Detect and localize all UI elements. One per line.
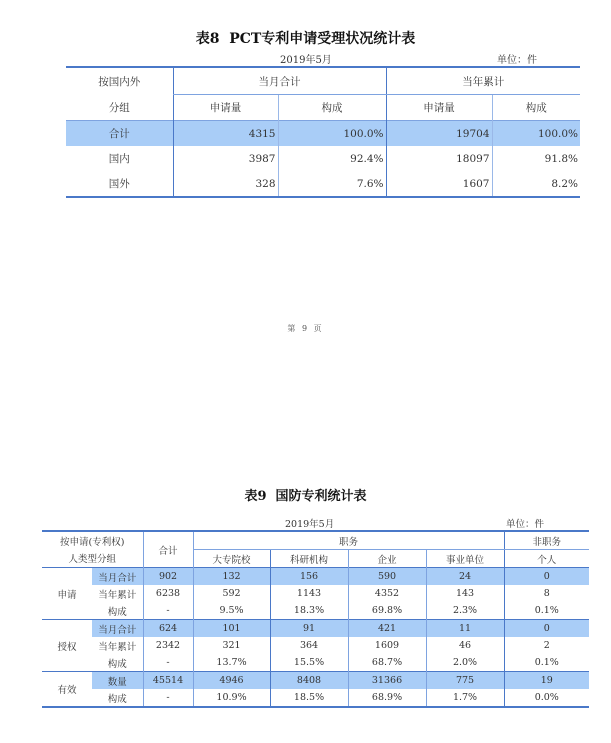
table-row — [42, 689, 589, 707]
cell-value: 68.7% — [348, 654, 426, 672]
row-label: 当月合计 — [92, 620, 143, 638]
cell-value: 11 — [426, 620, 504, 638]
total-value: 2342 — [143, 637, 193, 654]
cell-value: 1609 — [348, 637, 426, 654]
col-header-enterprise: 企业 — [348, 550, 426, 568]
table-row — [42, 585, 589, 602]
year-pct: 100.0% — [492, 121, 580, 147]
page-number: 第 9 页 — [287, 324, 324, 333]
group-label-application: 申请 — [42, 568, 92, 620]
cell-value: 364 — [270, 637, 348, 654]
table9-title: 表9 国防专利统计表 — [244, 489, 367, 504]
month-count: 3987 — [173, 146, 278, 171]
cell-value: 24 — [426, 568, 504, 586]
table-row — [66, 146, 580, 171]
table8-pct-applications — [66, 66, 580, 198]
cell-value: 2.0% — [426, 654, 504, 672]
cell-value: 1143 — [270, 585, 348, 602]
col-header-individual: 个人 — [504, 550, 589, 568]
table9-group-header-line2: 人类型分组 — [68, 554, 117, 566]
table9-period: 2019年5月 — [285, 519, 335, 530]
total-value: 6238 — [143, 585, 193, 602]
month-pct: 7.6% — [278, 171, 386, 197]
table-row — [42, 654, 589, 672]
table9-defense-patents — [42, 530, 589, 708]
col-header-public-institution: 事业单位 — [426, 550, 504, 568]
table8-period: 2019年5月 — [280, 55, 332, 66]
cell-value: 4352 — [348, 585, 426, 602]
month-pct: 100.0% — [278, 121, 386, 147]
total-value: - — [143, 602, 193, 620]
year-pct: 8.2% — [492, 171, 580, 197]
table-row — [66, 171, 580, 197]
row-label: 当年累计 — [98, 641, 137, 653]
cell-value: 8408 — [270, 672, 348, 690]
table8-group-header-line1: 按国内外 — [98, 75, 141, 88]
table9-group-header-line1: 按申请(专利权) — [60, 536, 125, 548]
month-pct: 92.4% — [278, 146, 386, 171]
row-label: 构成 — [107, 606, 127, 618]
table9-non-service-header: 非职务 — [504, 531, 589, 550]
cell-value: 132 — [193, 568, 270, 586]
cell-value: 13.7% — [193, 654, 270, 672]
table-row — [42, 620, 589, 638]
col-header-research-institute: 科研机构 — [270, 550, 348, 568]
row-label: 合计 — [66, 121, 173, 147]
row-label: 当月合计 — [92, 568, 143, 586]
cell-value: 31366 — [348, 672, 426, 690]
cell-value: 143 — [426, 585, 504, 602]
total-value: 902 — [143, 568, 193, 586]
cell-value: 0.0% — [504, 689, 589, 707]
table8-year-composition-header: 构成 — [492, 95, 580, 121]
cell-value: 69.8% — [348, 602, 426, 620]
row-label: 国外 — [108, 178, 130, 190]
cell-value: 321 — [193, 637, 270, 654]
cell-value: 2.3% — [426, 602, 504, 620]
cell-value: 0 — [504, 568, 589, 586]
row-label: 国内 — [108, 153, 130, 165]
row-label: 构成 — [107, 658, 127, 670]
col-header-university: 大专院校 — [193, 550, 270, 568]
cell-value: 9.5% — [193, 602, 270, 620]
cell-value: 156 — [270, 568, 348, 586]
cell-value: 0.1% — [504, 602, 589, 620]
table-row — [66, 121, 580, 147]
table-row — [42, 568, 589, 586]
table8-group-header-line2: 分组 — [108, 101, 130, 114]
cell-value: 101 — [193, 620, 270, 638]
table8-title: 表8 PCT专利申请受理状况统计表 — [195, 31, 416, 47]
cell-value: 0 — [504, 620, 589, 638]
table8-unit: 单位：件 — [497, 55, 537, 66]
table8-year-cumulative-header: 当年累计 — [386, 67, 580, 95]
cell-value: 10.9% — [193, 689, 270, 707]
cell-value: 4946 — [193, 672, 270, 690]
cell-value: 2 — [504, 637, 589, 654]
row-label: 数量 — [92, 672, 143, 690]
table8-month-total-header: 当月合计 — [173, 67, 386, 95]
table9-unit: 单位：件 — [506, 519, 545, 530]
cell-value: 592 — [193, 585, 270, 602]
table-row — [42, 672, 589, 690]
total-value: 45514 — [143, 672, 193, 690]
row-label: 当年累计 — [98, 589, 137, 601]
cell-value: 0.1% — [504, 654, 589, 672]
cell-value: 68.9% — [348, 689, 426, 707]
year-count: 1607 — [386, 171, 492, 197]
year-count: 19704 — [386, 121, 492, 147]
cell-value: 18.3% — [270, 602, 348, 620]
row-label: 构成 — [107, 693, 127, 705]
total-value: - — [143, 654, 193, 672]
cell-value: 91 — [270, 620, 348, 638]
total-value: - — [143, 689, 193, 707]
table9-total-header: 合计 — [143, 531, 193, 568]
year-count: 18097 — [386, 146, 492, 171]
cell-value: 8 — [504, 585, 589, 602]
month-count: 328 — [173, 171, 278, 197]
cell-value: 46 — [426, 637, 504, 654]
table8-month-applications-header: 申请量 — [173, 95, 278, 121]
table-row — [42, 602, 589, 620]
cell-value: 19 — [504, 672, 589, 690]
table8-year-applications-header: 申请量 — [386, 95, 492, 121]
cell-value: 15.5% — [270, 654, 348, 672]
month-count: 4315 — [173, 121, 278, 147]
table9-service-header: 职务 — [193, 531, 504, 550]
table8-month-composition-header: 构成 — [278, 95, 386, 121]
total-value: 624 — [143, 620, 193, 638]
cell-value: 18.5% — [270, 689, 348, 707]
cell-value: 1.7% — [426, 689, 504, 707]
table-row — [42, 637, 589, 654]
cell-value: 590 — [348, 568, 426, 586]
cell-value: 775 — [426, 672, 504, 690]
year-pct: 91.8% — [492, 146, 580, 171]
cell-value: 421 — [348, 620, 426, 638]
group-label-valid: 有效 — [42, 672, 92, 708]
group-label-grant: 授权 — [42, 620, 92, 672]
